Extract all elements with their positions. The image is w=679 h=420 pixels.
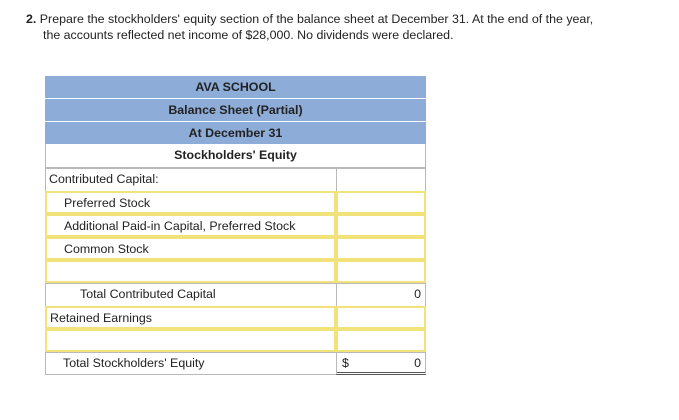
question-number: 2. [26,12,37,26]
table-row [45,237,426,260]
common-stock-label-field[interactable]: Common Stock [45,237,336,260]
statement-title-header: Balance Sheet (Partial) [45,98,426,121]
question-text [26,11,666,43]
total-stockholders-equity-value: $ 0 [336,352,426,375]
retained-earnings-amount-field[interactable] [336,306,426,329]
total-stockholders-equity-label: Total Stockholders' Equity [45,352,336,375]
table-row [45,168,426,191]
contributed-capital-value-cell [336,168,426,191]
blank-label-field[interactable] [45,260,336,283]
table-row [45,329,426,352]
apic-preferred-amount-field[interactable] [336,214,426,237]
preferred-stock-amount-field[interactable] [336,191,426,214]
table-row [45,191,426,214]
table-row [45,352,426,375]
balance-sheet-form [45,76,426,375]
table-row [45,214,426,237]
question-line-2: the accounts reflected net income of $28,000. No dividends were declared. [43,28,454,42]
blank-amount-field[interactable] [336,260,426,283]
statement-date-header: At December 31 [45,121,426,144]
total-contributed-capital-label: Total Contributed Capital [45,283,336,306]
table-row [45,306,426,329]
table-row [45,260,426,283]
table-row [45,283,426,306]
retained-earnings-label-field[interactable]: Retained Earnings [45,306,336,329]
common-stock-amount-field[interactable] [336,237,426,260]
contributed-capital-label: Contributed Capital: [45,168,336,191]
currency-symbol: $ [342,356,349,370]
preferred-stock-label-field[interactable]: Preferred Stock [45,191,336,214]
blank-amount-field-2[interactable] [336,329,426,352]
section-title: Stockholders' Equity [45,144,426,168]
total-contributed-capital-value: 0 [336,283,426,306]
apic-preferred-label-field[interactable]: Additional Paid-in Capital, Preferred Stock [45,214,336,237]
company-name-header: AVA SCHOOL [45,76,426,98]
blank-label-field-2[interactable] [45,329,336,352]
question-line-1: Prepare the stockholders' equity section of the balance sheet at December 31. At the end of the year, [39,12,594,26]
